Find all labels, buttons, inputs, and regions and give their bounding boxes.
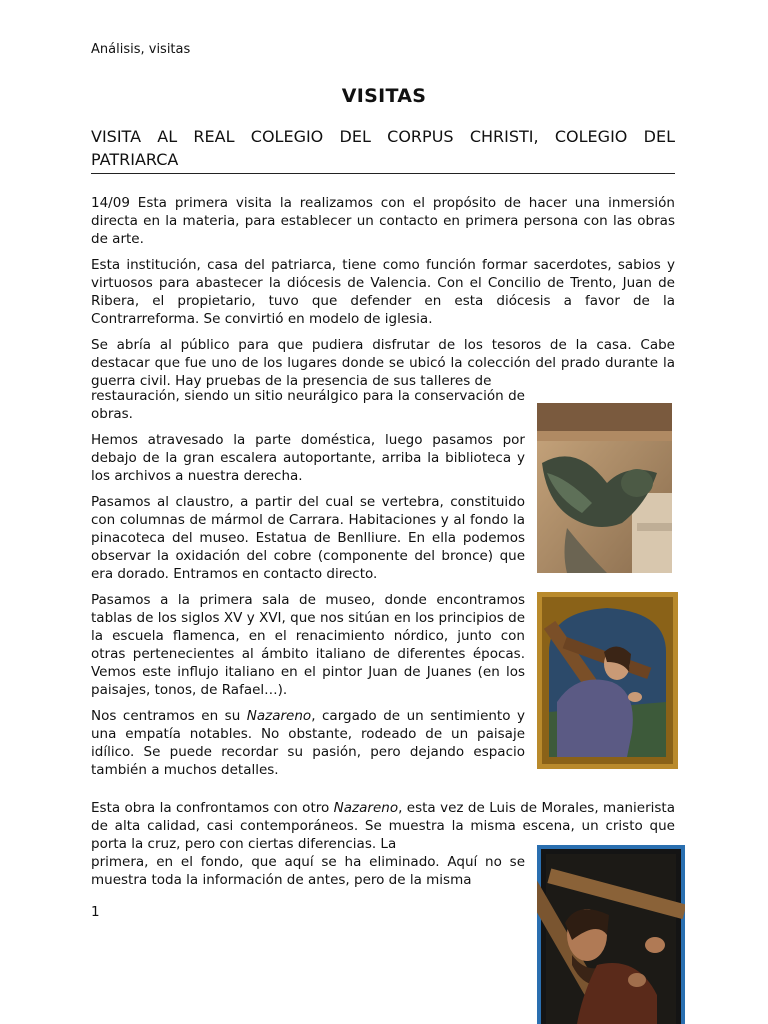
nazareno-juanes-painting (537, 592, 678, 769)
paragraph-7-post: , cargado de un sentimiento y una empatía notables. No obstante, rodeado de un paisaje idílico. Se puede recordar su pasión, pero dejando espacio también a muchos detalles. (91, 708, 525, 778)
paragraph-4: Hemos atravesado la parte doméstica, luego pasamos por debajo de la gran escalera autoportante, arriba la biblioteca y los archivos a nuestra derecha. (91, 432, 525, 484)
paragraph-8b: primera, en el fondo, que aquí se ha eliminado. Aquí no se muestra toda la información de antes, pero de la misma (91, 854, 525, 888)
running-header: Análisis, visitas (91, 42, 191, 57)
page-title: VISITAS (341, 85, 427, 107)
text-block-top (91, 194, 675, 390)
paragraph-8-italic: Nazareno (333, 800, 399, 816)
text-block-middle (91, 387, 525, 787)
nazareno-morales-painting (537, 845, 685, 1024)
paragraph-8-pre: Esta obra la confrontamos con otro (91, 800, 334, 816)
paragraph-1: 14/09 Esta primera visita la realizamos con el propósito de hacer una inmersión directa en la materia, para establecer un contacto en primera persona con las obras de arte. (91, 195, 675, 247)
page-number: 1 (91, 904, 100, 920)
text-block-bottom (91, 853, 525, 897)
paragraph-7-italic: Nazareno (246, 708, 312, 724)
statue-photo (537, 403, 672, 573)
paragraph-3a: Se abría al público para que pudiera disfrutar de los tesoros de la casa. Cabe destacar que fue uno de los lugares donde se ubicó la colección del prado durante la guerra civil. Hay pruebas de la presencia de sus talleres de (91, 337, 675, 389)
paragraph-6: Pasamos a la primera sala de museo, donde encontramos tablas de los siglos XV y XVI, que nos sitúan en los principios de la escuela flamenca, en el renacimiento nórdico, junto con otras pertenecientes al ámbito italiano de diferentes épocas. Vemos este influjo italiano en el pintor Juan de Juanes (en los paisajes, tonos, de Rafael…). (91, 592, 525, 698)
paragraph-2: Esta institución, casa del patriarca, tiene como función formar sacerdotes, sabios y virtuosos para abastecer la diócesis de Valencia. Con el Concilio de Trento, Juan de Ribera, el propietario, tuvo que defender en esta diócesis a favor de la Contrarreforma. Se convirtió en modelo de iglesia. (91, 257, 675, 327)
paragraph-7 (91, 707, 525, 779)
paragraph-7-pre: Nos centramos en su (91, 708, 247, 724)
section-subtitle: VISITA AL REAL COLEGIO DEL CORPUS CHRISTI, COLEGIO DEL PATRIARCA (91, 125, 675, 174)
paragraph-5: Pasamos al claustro, a partir del cual se vertebra, constituido con columnas de mármol de Carrara. Habitaciones y al fondo la pinacoteca del museo. Estatua de Benlliure. En ella podemos observar la oxidación del cobre (componente del bronce) que era dorado. Entramos en contacto directo. (91, 494, 525, 582)
paragraph-8-post: , esta vez de Luis de Morales, manierista de alta calidad, casi contemporáneos. Se muestra la misma escena, un cristo que porta la cruz, pero con ciertas diferencias. La (91, 800, 675, 852)
paragraph-3b: restauración, siendo un sitio neurálgico para la conservación de obras. (91, 388, 525, 422)
